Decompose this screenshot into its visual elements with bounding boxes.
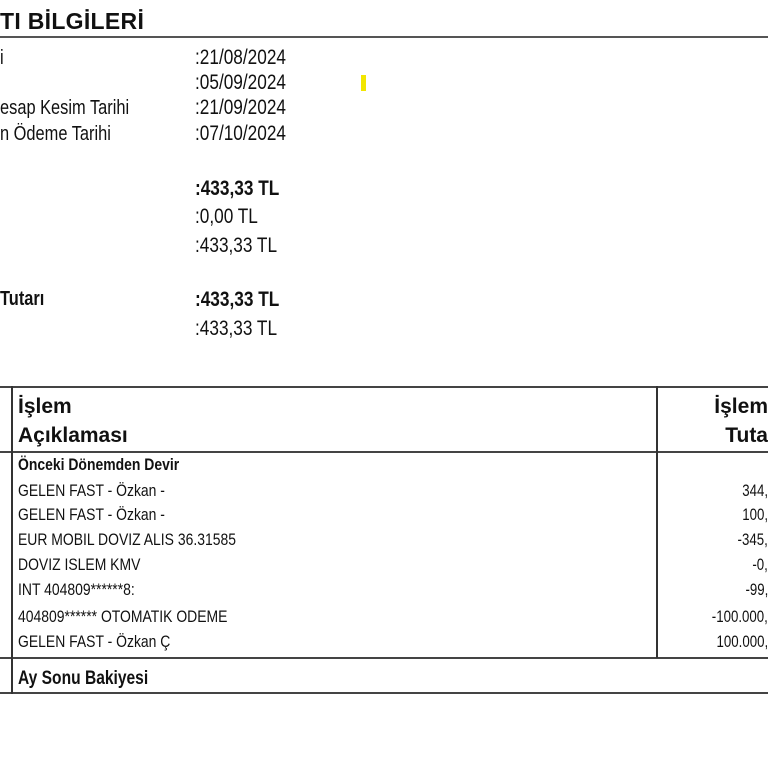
table-row-amount: -99, — [745, 580, 768, 599]
info-value: :21/09/2024 — [195, 96, 286, 119]
row-divider — [0, 657, 768, 659]
table-row-amount: -345, — [737, 530, 768, 549]
amount-value: :0,00 TL — [195, 205, 258, 228]
highlight-mark — [361, 75, 366, 91]
info-value: :05/09/2024 — [195, 71, 286, 94]
section-title: TI BİLGİLERİ — [0, 8, 145, 34]
col-header-amount-1: İşlem — [714, 395, 768, 418]
table-row-desc: 404809****** OTOMATIK ODEME — [18, 607, 228, 626]
table-top-border — [0, 386, 768, 388]
amount-value: :433,33 TL — [195, 288, 280, 311]
info-value: :07/10/2024 — [195, 122, 286, 145]
column-line — [656, 386, 658, 658]
info-label: i — [0, 47, 4, 69]
table-row-desc: EUR MOBIL DOVIZ ALIS 36.31585 — [18, 530, 236, 549]
table-row-amount: 100.000, — [716, 632, 768, 651]
amount-label: Tutarı — [0, 288, 45, 310]
info-label: n Ödeme Tarihi — [0, 123, 111, 145]
month-end-balance-label: Ay Sonu Bakiyesi — [18, 668, 149, 689]
table-row-desc: GELEN FAST - Özkan - — [18, 505, 165, 524]
table-row-desc: GELEN FAST - Özkan Ç — [18, 632, 171, 651]
table-row-amount: -100.000, — [711, 607, 768, 626]
table-row-amount: -0, — [752, 555, 768, 574]
table-row-desc: GELEN FAST - Özkan - — [18, 481, 165, 500]
table-bottom-border — [0, 692, 768, 694]
table-row-desc: INT 404809******8: — [18, 580, 135, 599]
info-label: esap Kesim Tarihi — [0, 97, 130, 119]
amount-value: :433,33 TL — [195, 177, 280, 200]
table-row-amount: 344, — [742, 481, 768, 500]
col-header-desc-2: Açıklaması — [18, 424, 128, 447]
amount-value: :433,33 TL — [195, 234, 278, 257]
table-row-amount: 100, — [742, 505, 768, 524]
column-line — [11, 386, 13, 694]
table-row-desc: DOVIZ ISLEM KMV — [18, 555, 141, 574]
col-header-desc-1: İşlem — [18, 395, 72, 418]
table-row-desc: Önceki Dönemden Devir — [18, 455, 180, 474]
amount-value: :433,33 TL — [195, 317, 278, 340]
info-value: :21/08/2024 — [195, 46, 286, 69]
col-header-amount-2: Tuta — [725, 424, 768, 447]
header-bottom-border — [0, 451, 768, 453]
title-divider — [0, 36, 768, 38]
